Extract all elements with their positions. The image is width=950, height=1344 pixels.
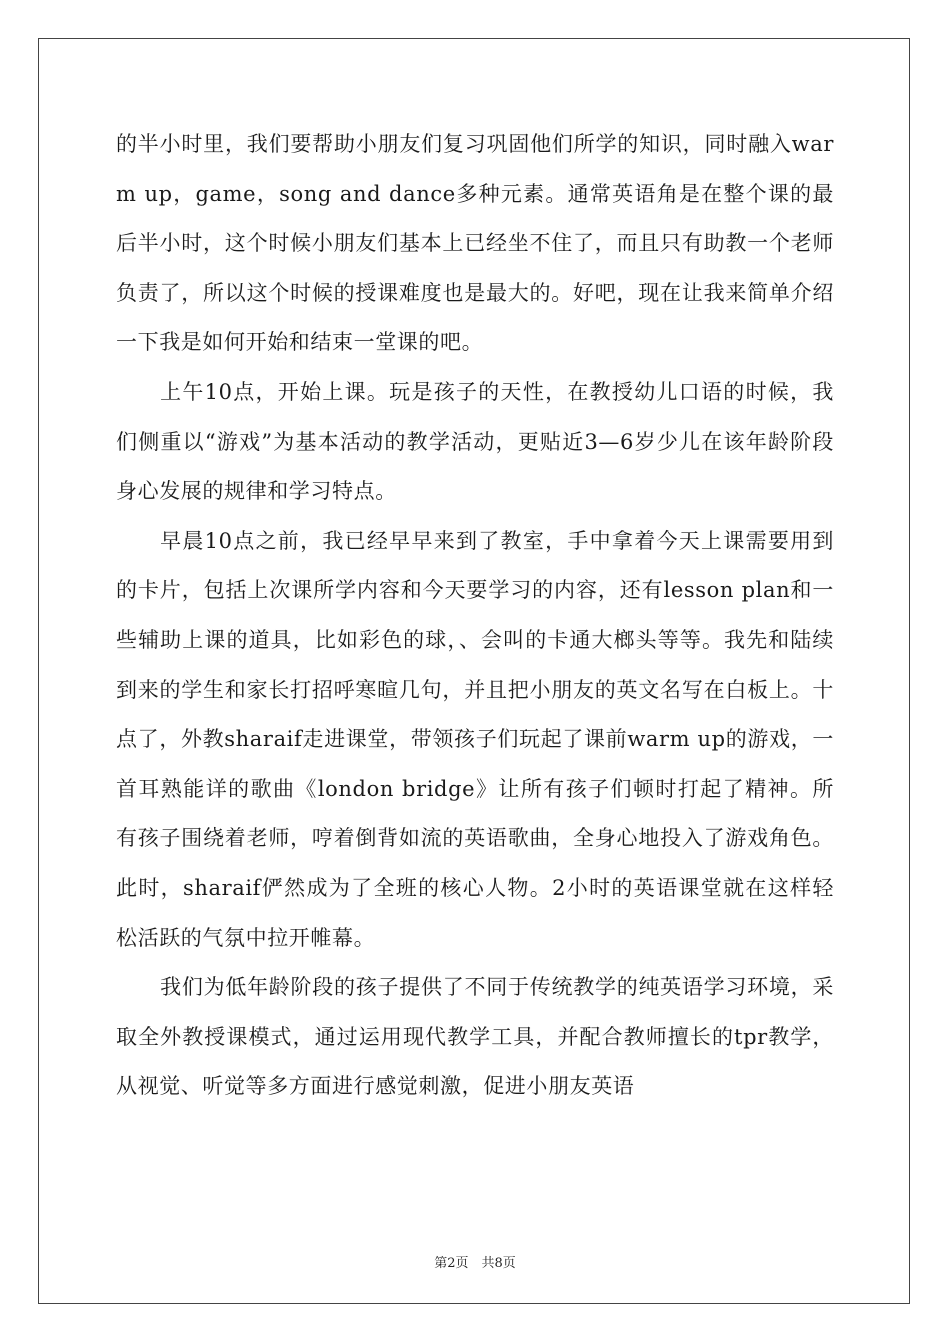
paragraph-1: 的半小时里，我们要帮助小朋友们复习巩固他们所学的知识，同时融入warm up，game，song and dance多种元素。通常英语角是在整个课的最后半小时，这个时候小朋友们基本上已经坐不住了，而且只有助教一个老师负责了，所以这个时候的授课难度也是最大的。好吧，现在让我来简单介绍一下我是如何开始和结束一堂课的吧。: [116, 132, 834, 355]
paragraph-3: 早晨10点之前，我已经早早来到了教室，手中拿着今天上课需要用到的卡片，包括上次课所学内容和今天要学习的内容，还有lesson plan和一些辅助上课的道具，比如彩色的球，、会叫的卡通大榔头等等。我先和陆续到来的学生和家长打招呼寒暄几句，并且把小朋友的英文名写在白板上。十点了，外教sharaif走进课堂，带领孩子们玩起了课前warm up的游戏，一首耳熟能详的歌曲《london bridge》让所有孩子们顿时打起了精神。所有孩子围绕着老师，哼着倒背如流的英语歌曲，全身心地投入了游戏角色。此时，sharaif俨然成为了全班的核心人物。2小时的英语课堂就在这样轻松活跃的气氛中拉开帷幕。: [116, 528, 834, 950]
page-number-footer: 第2页 共8页: [434, 1256, 516, 1271]
paragraph-4: 我们为低年龄阶段的孩子提供了不同于传统教学的纯英语学习环境，采取全外教授课模式，通过运用现代教学工具，并配合教师擅长的tpr教学，从视觉、听觉等多方面进行感觉刺激，促进小朋友英语: [116, 975, 834, 1099]
document-body: [116, 120, 834, 1112]
paragraph-2: 上午10点，开始上课。玩是孩子的天性，在教授幼儿口语的时候，我们侧重以“游戏”为基本活动的教学活动，更贴近3—6岁少儿在该年龄阶段身心发展的规律和学习特点。: [116, 379, 834, 504]
